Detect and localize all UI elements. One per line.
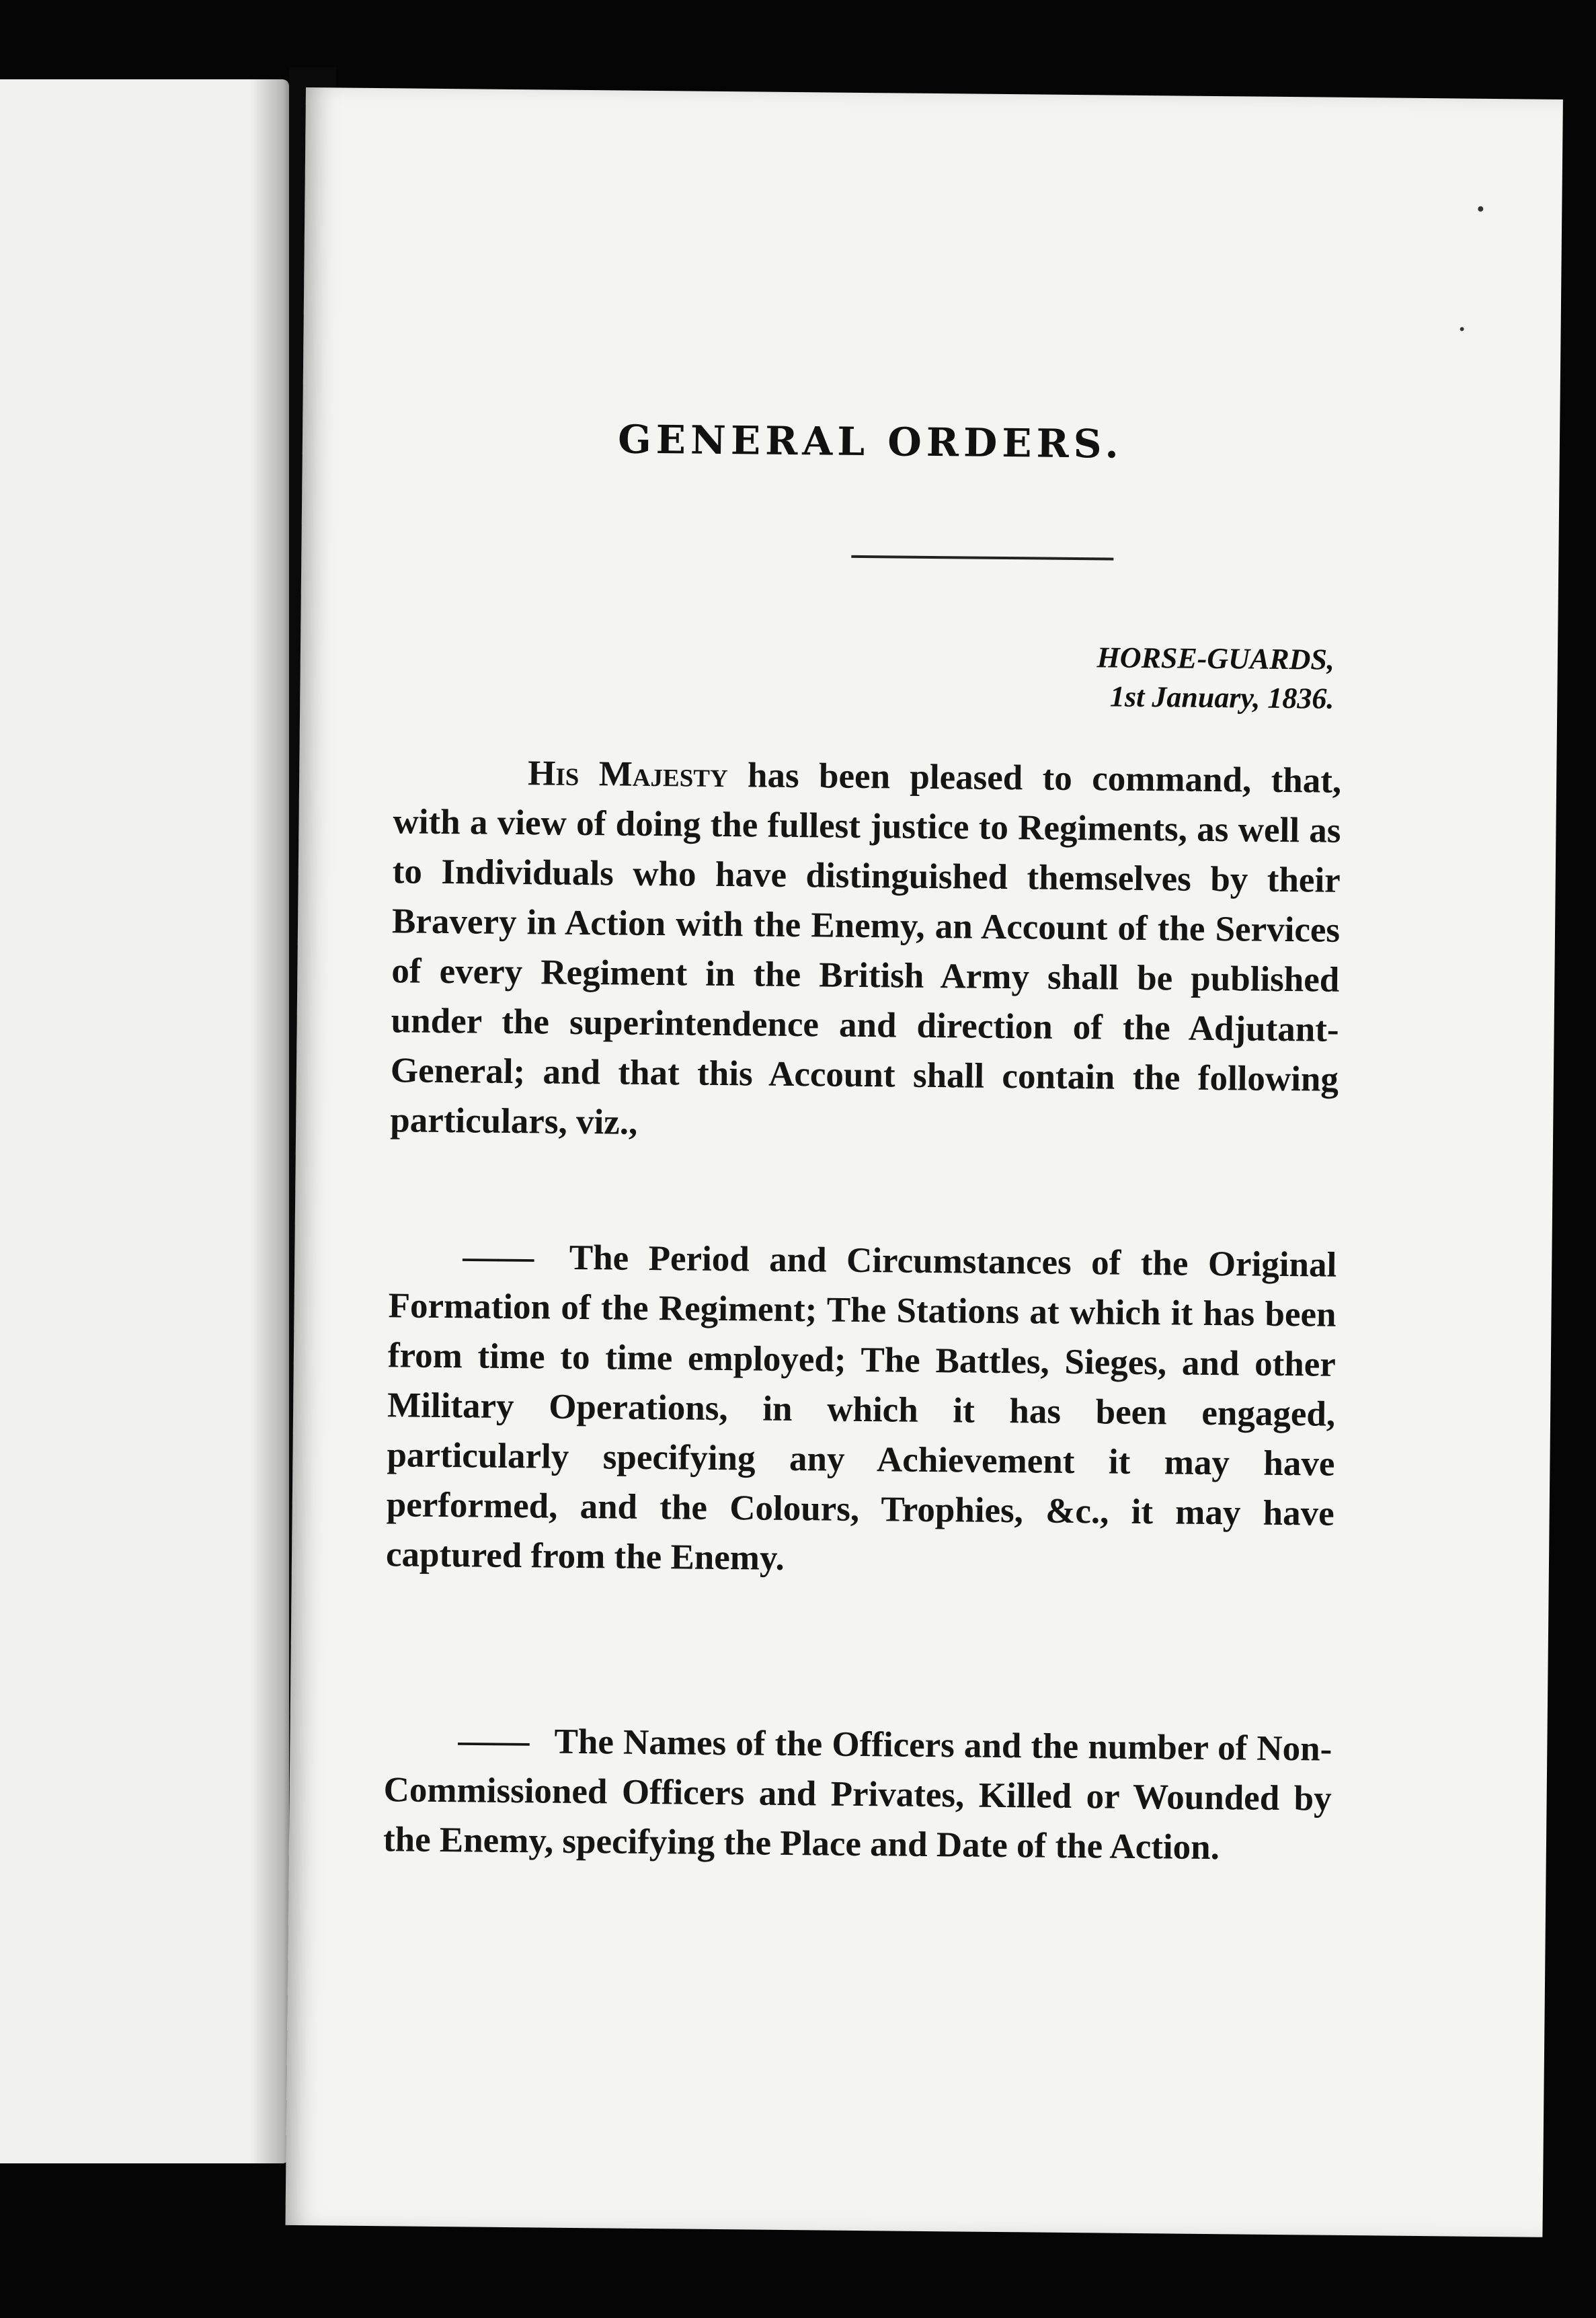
paragraph-1	[390, 747, 1342, 1154]
page-speck	[1460, 327, 1464, 331]
page-speck	[1478, 206, 1483, 212]
heading-rule	[851, 555, 1113, 561]
dateline	[1096, 638, 1334, 718]
paragraph-3-text: The Names of the Officers and the number of Non-Commissioned Officers and Privates, Killed or Wounded by the Enemy, specifying the Place and Date of the Action.	[383, 1722, 1332, 1868]
paragraph-2-dash: ——	[463, 1237, 534, 1277]
paragraph-3-dash: ——	[458, 1721, 530, 1761]
dateline-place: HORSE-GUARDS,	[1096, 641, 1335, 676]
paragraph-2	[386, 1231, 1337, 1589]
dateline-date: 1st January, 1836.	[1109, 680, 1334, 715]
paragraph-1-text: has been pleased to command, that, with a view of doing the fullest justice to Regiments, as well as to Individuals who have distinguished themselves by their Bravery in Action with the Enemy, an Account of the Services of every Regiment in the British Army shall be published under the superintendence and direction of the Adjutant-General; and that this Account shall contain the following particulars, viz.,	[389, 756, 1342, 1142]
paragraph-3	[383, 1715, 1332, 1874]
paragraph-1-lead: His Majesty	[527, 754, 728, 795]
left-page	[0, 79, 289, 2163]
page-content	[383, 88, 1348, 1868]
right-page	[285, 87, 1562, 2237]
page-heading: GENERAL ORDERS.	[617, 416, 1124, 467]
paragraph-2-text: The Period and Circumstances of the Original Formation of the Regiment; The Stations at which it has been from time to time employed; The Battles, Sieges, and other Military Operations, in which it has been engaged, particularly specifying any Achievement it may have performed, and the Colours, Trophies, &c., it may have captured from the Enemy.	[385, 1238, 1337, 1578]
paragraph-indent	[393, 783, 528, 785]
